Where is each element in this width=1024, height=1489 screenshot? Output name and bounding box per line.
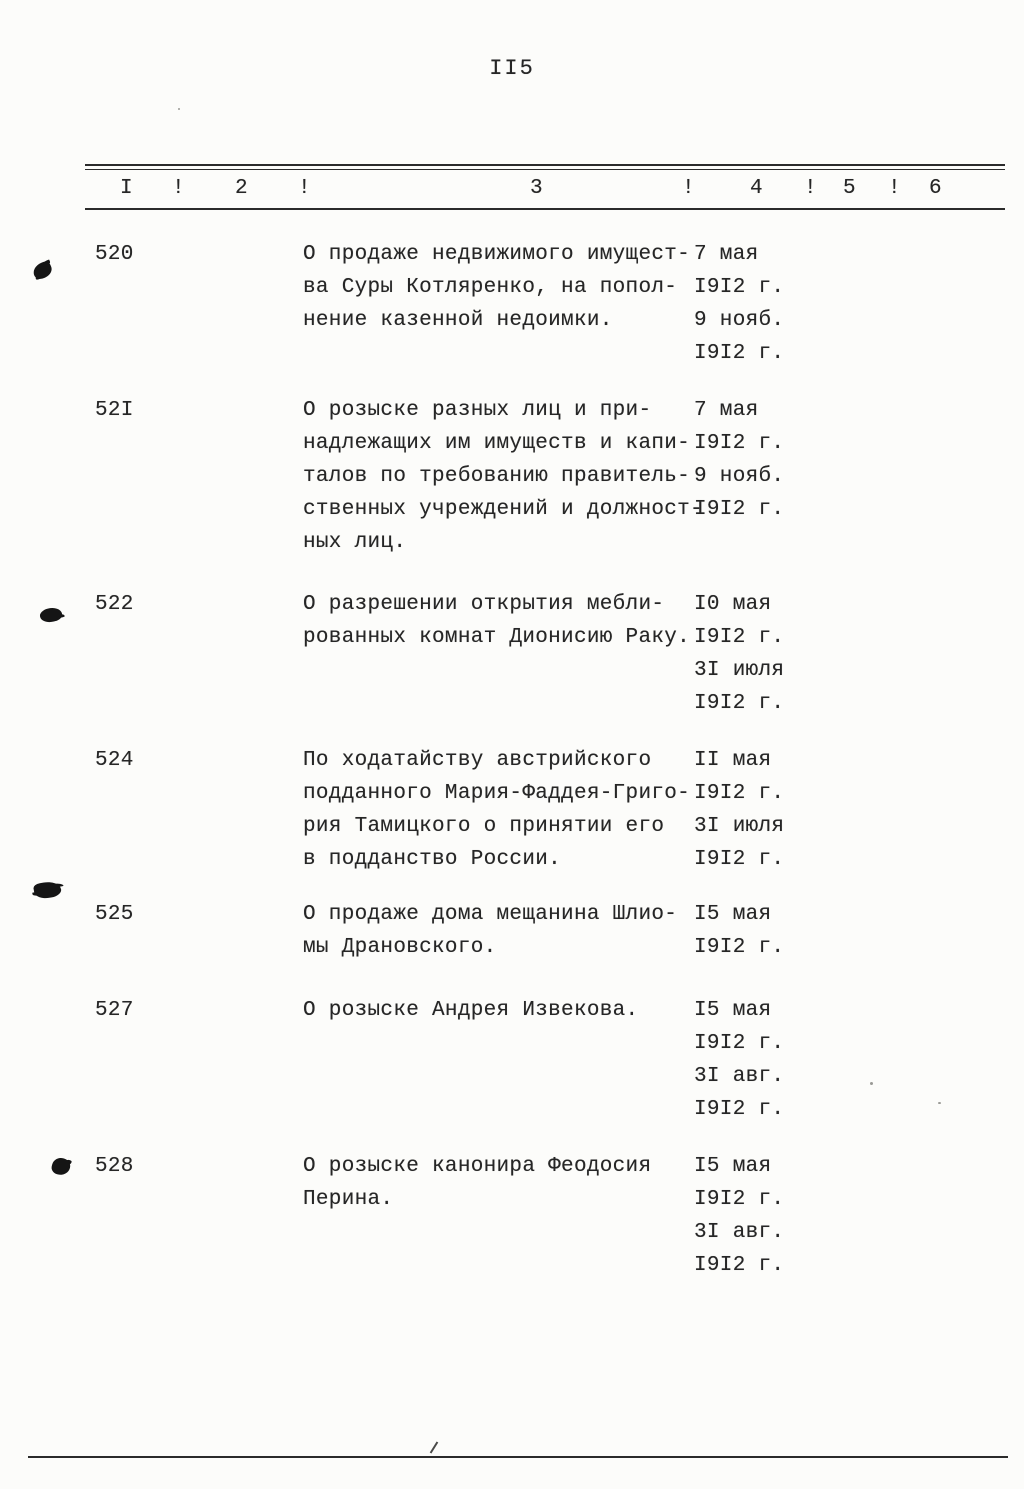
entry-description-line: ных лиц.: [303, 531, 407, 554]
stray-mark: [430, 1441, 439, 1453]
ink-blot: [31, 260, 54, 281]
col-separator: !: [172, 177, 185, 200]
entry-number: 524: [95, 749, 134, 772]
entry-number: 522: [95, 593, 134, 616]
entry-description-line: подданного Мария-Фаддея-Григо-: [303, 782, 691, 805]
entry-number: 520: [95, 243, 134, 266]
entry-date-line: II мая: [694, 749, 772, 772]
table-header-row: [0, 172, 1024, 206]
entry-number: 528: [95, 1155, 134, 1178]
col-header-2: 2: [235, 177, 248, 200]
entry-date-line: I9I2 г.: [694, 1032, 785, 1055]
page-bottom-rule: [28, 1456, 1008, 1458]
entry-date-line: I9I2 г.: [694, 342, 785, 365]
entry-date-line: I0 мая: [694, 593, 772, 616]
entry-date-line: I9I2 г.: [694, 848, 785, 871]
speck: [938, 1102, 941, 1104]
entry-description-line: О разрешении открытия мебли-: [303, 593, 665, 616]
entry-description-line: мы Драновского.: [303, 936, 497, 959]
entry-date-line: I9I2 г.: [694, 782, 785, 805]
ink-blot: [50, 1156, 72, 1177]
speck: [870, 1082, 873, 1085]
page-number: II5: [489, 56, 535, 81]
entry-description-line: надлежащих им имуществ и капи-: [303, 432, 691, 455]
entry-date-line: 7 мая: [694, 399, 759, 422]
entry-description-line: О розыске Андрея Извекова.: [303, 999, 639, 1022]
entry-description-line: в подданство России.: [303, 848, 562, 871]
entry-description-line: рия Тамицкого о принятии его: [303, 815, 665, 838]
entry-description-line: Перина.: [303, 1188, 394, 1211]
entry-description-line: О продаже недвижимого имущест-: [303, 243, 691, 266]
entry-description-line: О розыске разных лиц и при-: [303, 399, 652, 422]
entry-date-line: 3I авг.: [694, 1065, 785, 1088]
entry-date-line: 7 мая: [694, 243, 759, 266]
entry-description-line: По ходатайству австрийского: [303, 749, 652, 772]
col-separator: !: [682, 177, 695, 200]
entry-description-line: О розыске канонира Феодосия: [303, 1155, 652, 1178]
ink-blot: [39, 606, 64, 625]
speck: [178, 108, 180, 110]
table-top-rule-inner: [85, 169, 1005, 170]
col-header-4: 4: [750, 177, 763, 200]
col-separator: !: [804, 177, 817, 200]
entry-date-line: 3I авг.: [694, 1221, 785, 1244]
entry-description-line: ва Суры Котляренко, на попол-: [303, 276, 678, 299]
entry-date-line: I9I2 г.: [694, 1254, 785, 1277]
entry-date-line: I9I2 г.: [694, 626, 785, 649]
ink-blot: [33, 880, 62, 900]
entry-date-line: I9I2 г.: [694, 1098, 785, 1121]
col-header-3: 3: [530, 177, 543, 200]
entry-description-line: О продаже дома мещанина Шлио-: [303, 903, 678, 926]
entry-date-line: I5 мая: [694, 1155, 772, 1178]
entry-date-line: I9I2 г.: [694, 498, 785, 521]
entry-date-line: I9I2 г.: [694, 1188, 785, 1211]
entry-number: 527: [95, 999, 134, 1022]
entry-date-line: 9 нояб.: [694, 309, 785, 332]
entry-date-line: 9 нояб.: [694, 465, 785, 488]
col-separator: !: [888, 177, 901, 200]
entry-number: 52I: [95, 399, 134, 422]
entry-date-line: I9I2 г.: [694, 936, 785, 959]
entry-date-line: I5 мая: [694, 999, 772, 1022]
col-separator: !: [298, 177, 311, 200]
entry-description-line: рованных комнат Дионисию Раку.: [303, 626, 691, 649]
col-header-6: 6: [929, 177, 942, 200]
entry-number: 525: [95, 903, 134, 926]
table-top-rule: [85, 164, 1005, 166]
entry-date-line: I9I2 г.: [694, 432, 785, 455]
entry-date-line: 3I июля: [694, 815, 785, 838]
entry-description-line: ственных учреждений и должност-: [303, 498, 703, 521]
entry-date-line: I9I2 г.: [694, 276, 785, 299]
col-header-1: I: [120, 177, 133, 200]
col-header-5: 5: [843, 177, 856, 200]
entry-date-line: I9I2 г.: [694, 692, 785, 715]
entry-description-line: нение казенной недоимки.: [303, 309, 613, 332]
entry-date-line: 3I июля: [694, 659, 785, 682]
entry-date-line: I5 мая: [694, 903, 772, 926]
table-header-bottom-rule: [85, 208, 1005, 210]
entry-description-line: талов по требованию правитель-: [303, 465, 691, 488]
